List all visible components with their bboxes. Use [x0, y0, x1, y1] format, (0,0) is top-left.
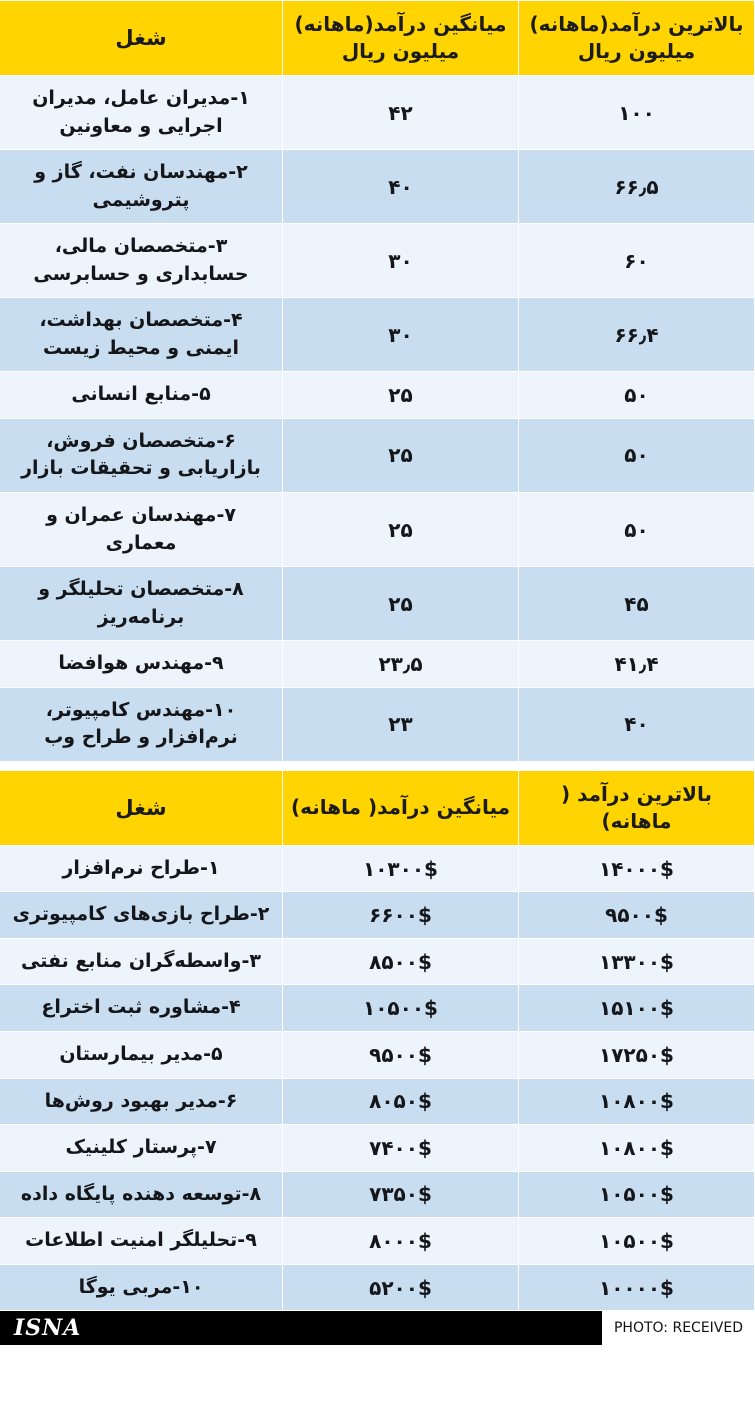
cell-job: ۱-مدیران عامل، مدیران اجرایی و معاونین	[0, 76, 283, 150]
cell-average-income: ۷۴۰۰$	[283, 1125, 519, 1172]
cell-job: ۳-واسطه‌گران منابع نفتی	[0, 938, 283, 985]
cell-top-income: ۱۳۳۰۰$	[519, 938, 755, 985]
cell-top-income: ۱۴۰۰۰$	[519, 845, 755, 892]
column-header-job: شغل	[0, 1, 283, 76]
cell-top-income: ۱۰۵۰۰$	[519, 1171, 755, 1218]
cell-top-income: ۱۰۰	[519, 76, 755, 150]
table-row	[0, 1171, 755, 1218]
cell-top-income: ۴۰	[519, 687, 755, 761]
cell-top-income: ۱۰۸۰۰$	[519, 1125, 755, 1172]
cell-job: ۵-منابع انسانی	[0, 372, 283, 419]
cell-average-income: ۹۵۰۰$	[283, 1032, 519, 1079]
column-header-average-income: میانگین درآمد(ماهانه) میلیون ریال	[283, 1, 519, 76]
cell-average-income: ۲۵	[283, 418, 519, 492]
cell-top-income: ۱۰۵۰۰$	[519, 1218, 755, 1265]
table-row	[0, 687, 755, 761]
table-row	[0, 493, 755, 567]
cell-job: ۳-متخصصان مالی، حسابداری و حسابرسی	[0, 224, 283, 298]
table-row	[0, 418, 755, 492]
cell-job: ۴-مشاوره ثبت اختراع	[0, 985, 283, 1032]
table-row	[0, 1032, 755, 1079]
cell-average-income: ۲۵	[283, 567, 519, 641]
cell-job: ۹-مهندس هوافضا	[0, 641, 283, 688]
cell-average-income: ۴۰	[283, 150, 519, 224]
column-header-top-income: بالاترین درآمد(ماهانه) میلیون ریال	[519, 1, 755, 76]
cell-top-income: ۹۵۰۰$	[519, 892, 755, 939]
table-row	[0, 892, 755, 939]
cell-average-income: ۲۵	[283, 493, 519, 567]
cell-average-income: ۸۰۵۰$	[283, 1078, 519, 1125]
cell-average-income: ۶۶۰۰$	[283, 892, 519, 939]
cell-top-income: ۴۵	[519, 567, 755, 641]
table-divider	[0, 762, 755, 770]
table-header-row	[0, 770, 755, 845]
cell-job: ۷-مهندسان عمران و معماری	[0, 493, 283, 567]
cell-job: ۹-تحلیلگر امنیت اطلاعات	[0, 1218, 283, 1265]
cell-average-income: ۸۵۰۰$	[283, 938, 519, 985]
cell-top-income: ۱۵۱۰۰$	[519, 985, 755, 1032]
table-row	[0, 372, 755, 419]
cell-average-income: ۱۰۳۰۰$	[283, 845, 519, 892]
column-header-top-income: بالاترین درآمد ( ماهانه)	[519, 770, 755, 845]
cell-average-income: ۸۰۰۰$	[283, 1218, 519, 1265]
cell-average-income: ۲۳	[283, 687, 519, 761]
table-row	[0, 298, 755, 372]
footer-bar	[0, 1311, 755, 1345]
cell-top-income: ۶۰	[519, 224, 755, 298]
cell-top-income: ۵۰	[519, 372, 755, 419]
column-header-job: شغل	[0, 770, 283, 845]
cell-top-income: ۵۰	[519, 493, 755, 567]
table-row	[0, 1125, 755, 1172]
cell-average-income: ۳۰	[283, 224, 519, 298]
table-row	[0, 1078, 755, 1125]
table-row	[0, 567, 755, 641]
cell-top-income: ۱۰۸۰۰$	[519, 1078, 755, 1125]
cell-top-income: ۶۶٫۵	[519, 150, 755, 224]
cell-top-income: ۶۶٫۴	[519, 298, 755, 372]
cell-average-income: ۲۵	[283, 372, 519, 419]
table-row	[0, 985, 755, 1032]
cell-top-income: ۴۱٫۴	[519, 641, 755, 688]
table-row	[0, 224, 755, 298]
cell-job: ۶-متخصصان فروش، بازاریابی و تحقیقات بازار	[0, 418, 283, 492]
table-row	[0, 1264, 755, 1311]
table-row	[0, 845, 755, 892]
cell-average-income: ۵۲۰۰$	[283, 1264, 519, 1311]
table-row	[0, 1218, 755, 1265]
cell-job: ۵-مدیر بیمارستان	[0, 1032, 283, 1079]
column-header-average-income: میانگین درآمد( ماهانه)	[283, 770, 519, 845]
cell-job: ۱۰-مهندس کامپیوتر، نرم‌افزار و طراح وب	[0, 687, 283, 761]
cell-average-income: ۳۰	[283, 298, 519, 372]
cell-top-income: ۱۰۰۰۰$	[519, 1264, 755, 1311]
cell-average-income: ۲۳٫۵	[283, 641, 519, 688]
cell-job: ۲-طراح بازی‌های کامپیوتری	[0, 892, 283, 939]
table-row	[0, 150, 755, 224]
cell-top-income: ۱۷۲۵۰$	[519, 1032, 755, 1079]
cell-job: ۶-مدیر بهبود روش‌ها	[0, 1078, 283, 1125]
isna-logo: ISNA	[14, 1315, 82, 1342]
cell-job: ۱-طراح نرم‌افزار	[0, 845, 283, 892]
photo-credit: PHOTO: RECEIVED	[602, 1311, 755, 1345]
dollar-income-table	[0, 770, 755, 1311]
cell-job: ۷-پرستار کلینیک	[0, 1125, 283, 1172]
cell-average-income: ۱۰۵۰۰$	[283, 985, 519, 1032]
cell-top-income: ۵۰	[519, 418, 755, 492]
cell-job: ۲-مهندسان نفت، گاز و پتروشیمی	[0, 150, 283, 224]
table-row	[0, 938, 755, 985]
table-row	[0, 641, 755, 688]
cell-job: ۸-توسعه دهنده پایگاه داده	[0, 1171, 283, 1218]
cell-average-income: ۷۳۵۰$	[283, 1171, 519, 1218]
table-header-row	[0, 1, 755, 76]
cell-job: ۱۰-مربی یوگا	[0, 1264, 283, 1311]
cell-average-income: ۴۲	[283, 76, 519, 150]
table-row	[0, 76, 755, 150]
cell-job: ۴-متخصصان بهداشت، ایمنی و محیط زیست	[0, 298, 283, 372]
cell-job: ۸-متخصصان تحلیلگر و برنامه‌ریز	[0, 567, 283, 641]
